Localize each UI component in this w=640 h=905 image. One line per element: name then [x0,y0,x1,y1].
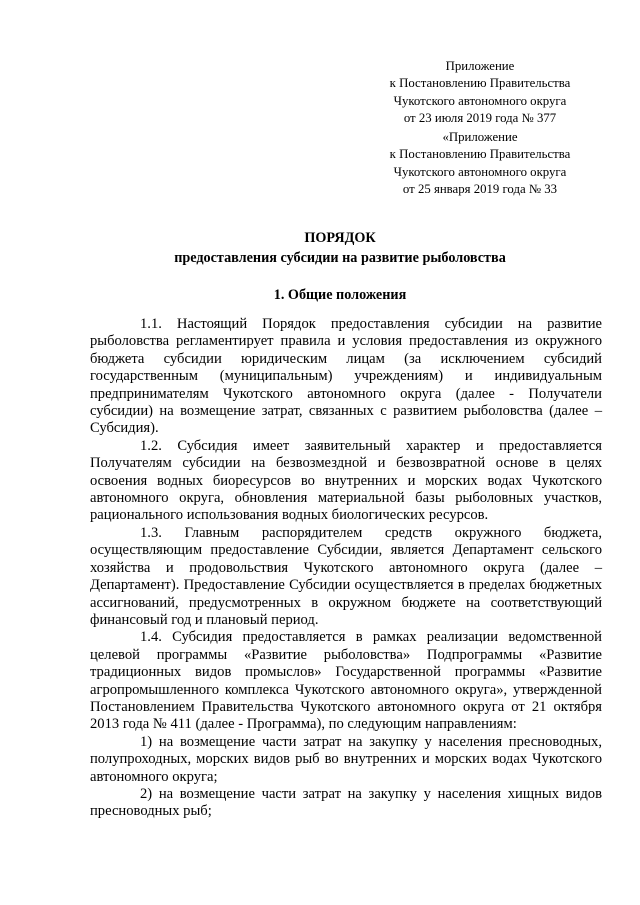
document-title-main: ПОРЯДОК [304,230,376,246]
appendix-line: к Постановлению Правительства [389,147,571,162]
appendix-line: Чукотского автономного округа [393,164,567,179]
appendix-header-current [360,58,600,128]
document-title [90,228,590,268]
document-title-subtitle: предоставления субсидии на развитие рыболовства [174,250,506,266]
paragraph: 1.2. Субсидия имеет заявительный характер и предоставляется Получателям субсидии на безвозмездной и безвозвратной основе в целях освоения водных биоресурсов во внутренних и морских водах Чукотского автономного округа, обновления материальной базы рыболовных участков, рационального использования водных биологических ресурсов. [90,437,602,524]
appendix-header-original [360,129,600,199]
document-body [90,316,602,821]
appendix-line: от 23 июля 2019 года № 377 [403,111,557,126]
appendix-line: от 25 января 2019 года № 33 [402,182,558,197]
paragraph: 1.1. Настоящий Порядок предоставления субсидии на развитие рыболовства регламентирует правила и условия предоставления из окружного бюджета субсидии юридическим лицам (за исключением субсидий государственным (муниципальным) учреждениям) и индивидуальным предпринимателям Чукотского автономного округа (далее - Получатели субсидии) на возмещение затрат, связанных с развитием рыболовства (далее – Субсидия). [90,316,602,437]
section-heading: 1. Общие положения [273,287,407,303]
appendix-line: Чукотского автономного округа [393,93,567,108]
paragraph: 1.3. Главным распорядителем средств окружного бюджета, осуществляющим предоставление Субсидии, является Департамент сельского хозяйства и продовольствия Чукотского автономного округа (далее – Департамент). Предоставление Субсидии осуществляется в пределах бюджетных ассигнований, предусмотренных в окружном бюджете на соответствующий финансовый год и плановый период. [90,524,602,628]
paragraph: 1.4. Субсидия предоставляется в рамках реализации ведомственной целевой программы «Развитие рыболовства» Подпрограммы «Развитие традиционных видов промыслов» Государственной программы «Развитие агропромышленного комплекса Чукотского автономного округа», утвержденной Постановлением Правительства Чукотского автономного округа от 21 октября 2013 года № 411 (далее - Программа), по следующим направлениям: [90,629,602,733]
list-item: 1) на возмещение части затрат на закупку у населения пресноводных, полупроходных, морских видов рыб во внутренних и морских водах Чукотского автономного округа; [90,733,602,785]
list-item: 2) на возмещение части затрат на закупку у населения хищных видов пресноводных рыб; [90,785,602,820]
appendix-line: к Постановлению Правительства [389,76,571,91]
appendix-line: Приложение [445,59,515,73]
appendix-line: «Приложение [442,130,518,144]
